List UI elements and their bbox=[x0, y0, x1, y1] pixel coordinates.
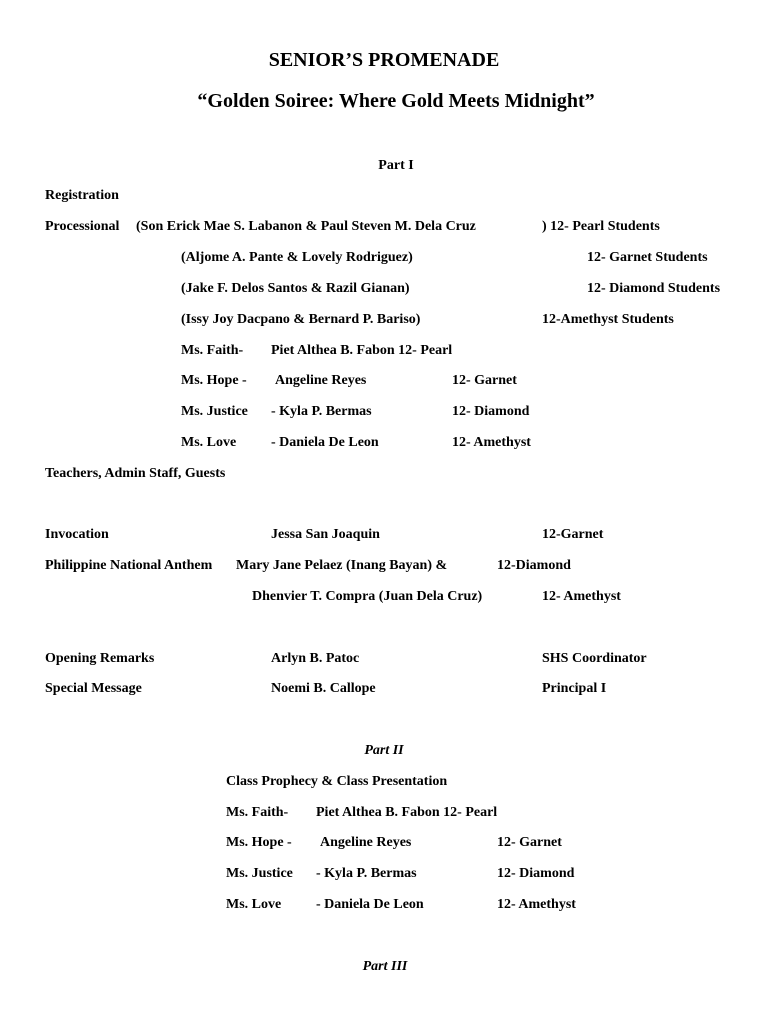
registration-label: Registration bbox=[45, 188, 119, 203]
opening-remarks-name: Arlyn B. Patoc bbox=[271, 651, 360, 666]
muse-name: Piet Althea B. Fabon 12- Pearl bbox=[316, 805, 498, 820]
processional-class: ) 12- Pearl Students bbox=[542, 219, 660, 234]
muse-class: 12- Diamond bbox=[497, 866, 575, 881]
special-message-role: Principal I bbox=[542, 681, 607, 696]
muse-class: 12- Amethyst bbox=[497, 897, 576, 912]
muse-name: Angeline Reyes bbox=[275, 373, 367, 388]
part2-heading: Part II bbox=[364, 743, 404, 758]
document-subtitle: “Golden Soiree: Where Gold Meets Midnight” bbox=[197, 90, 595, 112]
processional-class: 12- Diamond Students bbox=[587, 281, 721, 296]
muse-name: - Daniela De Leon bbox=[316, 897, 424, 912]
muse-title: Ms. Justice bbox=[181, 404, 248, 419]
part1-heading: Part I bbox=[378, 158, 414, 173]
invocation-name: Jessa San Joaquin bbox=[271, 527, 380, 542]
anthem-class: 12- Amethyst bbox=[542, 589, 621, 604]
muse-title: Ms. Faith- bbox=[181, 343, 244, 358]
opening-remarks-role: SHS Coordinator bbox=[542, 651, 647, 666]
anthem-label: Philippine National Anthem bbox=[45, 558, 213, 573]
muse-class: 12- Diamond bbox=[452, 404, 530, 419]
muse-name: - Daniela De Leon bbox=[271, 435, 379, 450]
processional-label: Processional bbox=[45, 219, 120, 234]
muse-title: Ms. Love bbox=[226, 897, 282, 912]
muse-class: 12- Garnet bbox=[497, 835, 562, 850]
muse-title: Ms. Hope - bbox=[226, 835, 292, 850]
anthem-name: Mary Jane Pelaez (Inang Bayan) & bbox=[236, 558, 448, 573]
muse-title: Ms. Hope - bbox=[181, 373, 247, 388]
muse-class: 12- Garnet bbox=[452, 373, 517, 388]
processional-class: 12-Amethyst Students bbox=[542, 312, 674, 327]
anthem-name: Dhenvier T. Compra (Juan Dela Cruz) bbox=[252, 589, 483, 604]
muse-title: Ms. Justice bbox=[226, 866, 293, 881]
muse-title: Ms. Love bbox=[181, 435, 237, 450]
processional-pair: (Jake F. Delos Santos & Razil Gianan) bbox=[181, 281, 410, 296]
special-message-label: Special Message bbox=[45, 681, 142, 696]
part3-heading: Part III bbox=[362, 959, 408, 974]
muse-title: Ms. Faith- bbox=[226, 805, 289, 820]
invocation-class: 12-Garnet bbox=[542, 527, 604, 542]
part2-item: Class Prophecy & Class Presentation bbox=[226, 774, 448, 789]
muse-name: Angeline Reyes bbox=[320, 835, 412, 850]
muse-name: - Kyla P. Bermas bbox=[271, 404, 372, 419]
processional-class: 12- Garnet Students bbox=[587, 250, 708, 265]
processional-pair: (Son Erick Mae S. Labanon & Paul Steven M. Dela Cruz bbox=[136, 219, 476, 234]
muse-name: - Kyla P. Bermas bbox=[316, 866, 417, 881]
processional-pair: (Issy Joy Dacpano & Bernard P. Bariso) bbox=[181, 312, 421, 327]
teachers-line: Teachers, Admin Staff, Guests bbox=[45, 466, 226, 481]
special-message-name: Noemi B. Callope bbox=[271, 681, 376, 696]
muse-class: 12- Amethyst bbox=[452, 435, 531, 450]
document-title: SENIOR’S PROMENADE bbox=[268, 49, 500, 71]
processional-pair: (Aljome A. Pante & Lovely Rodriguez) bbox=[181, 250, 413, 265]
muse-name: Piet Althea B. Fabon 12- Pearl bbox=[271, 343, 453, 358]
invocation-label: Invocation bbox=[45, 527, 109, 542]
anthem-class: 12-Diamond bbox=[497, 558, 571, 573]
opening-remarks-label: Opening Remarks bbox=[45, 651, 155, 666]
